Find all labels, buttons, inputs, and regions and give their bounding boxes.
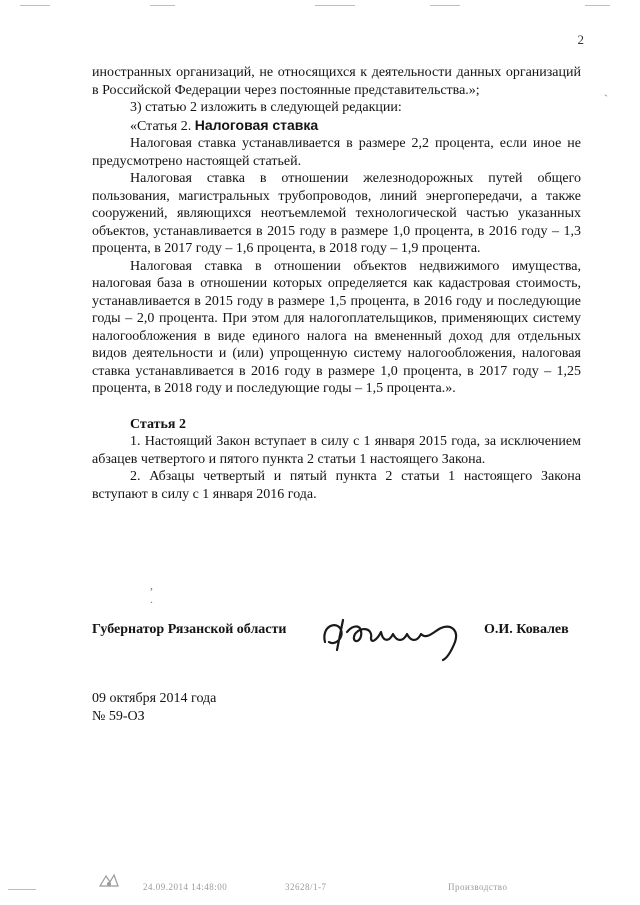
- scan-artifact-mark: .: [150, 592, 153, 606]
- footer-code: 32628/1-7: [285, 882, 327, 892]
- article-heading-prefix: «Статья 2.: [130, 118, 195, 134]
- paragraph: 2. Абзацы четвертый и пятый пункта 2 статьи 1 настоящего Закона вступают в силу с 1 января 2016 года.: [92, 469, 581, 502]
- article-heading-title: Налоговая ставка: [194, 116, 319, 133]
- page-number: 2: [577, 32, 584, 47]
- scan-artifact-line: [430, 5, 460, 6]
- scan-artifact-line: [315, 5, 355, 6]
- signature-block: [92, 612, 592, 662]
- scan-artifact-mark: ,: [150, 578, 153, 592]
- document-body: [92, 64, 581, 503]
- paragraph: 3) статью 2 изложить в следующей редакции:: [130, 100, 402, 115]
- enactment-number: № 59-ОЗ: [92, 708, 145, 724]
- handwritten-signature: [317, 612, 477, 662]
- scan-artifact-line: [20, 5, 50, 6]
- scan-artifact-mark: `: [604, 92, 608, 106]
- scan-artifact-line: [585, 5, 610, 6]
- signatory-title: Губернатор Рязанской области: [92, 622, 287, 637]
- article-heading: [92, 117, 581, 136]
- paragraph: Налоговая ставка устанавливается в размере 2,2 процента, если иное не предусмотрено настоящей статьей.: [92, 136, 581, 169]
- scan-artifact-line: [150, 5, 175, 6]
- signatory-name: О.И. Ковалев: [484, 622, 569, 637]
- registry-logo-icon: [98, 872, 120, 888]
- footer-line: [8, 889, 36, 890]
- footer-timestamp: 24.09.2014 14:48:00: [143, 882, 228, 892]
- enactment-block: [92, 690, 216, 725]
- section-title: Статья 2: [130, 416, 186, 432]
- paragraph: 1. Настоящий Закон вступает в силу с 1 января 2015 года, за исключением абзацев четвертого и пятого пункта 2 статьи 1 настоящего Закона.: [92, 434, 581, 467]
- paragraph: Налоговая ставка в отношении объектов недвижимого имущества, налоговая база в отношении которых определяется как кадастровая стоимость, устанавливается в 2015 году в размере 1,5 процента, в 2016 году и последующие годы – 2,0 процента. При этом для налогоплательщиков, применяющих систему налогообложения в виде единого налога на вмененный доход для отдельных видов деятельности и (или) упрощенную систему налогообложения, налоговая ставка устанавливается в 2016 году в размере 1,0 процента, в 2017 году – 1,25 процента, в 2018 году и последующие годы – 1,5 процента.».: [92, 258, 581, 396]
- paragraph: иностранных организаций, не относящихся к деятельности данных организаций в Российской Федерации через постоянные представительства.»;: [92, 65, 581, 98]
- footer-mark: Производство: [448, 882, 508, 892]
- enactment-date: 09 октября 2014 года: [92, 691, 217, 706]
- paragraph: Налоговая ставка в отношении железнодорожных путей общего пользования, магистральных трубопроводов, линий энергопередачи, а также сооружений, являющихся неотъемлемой технологической частью указанных объектов, устанавливается в 2015 году в размере 1,0 процента, в 2016 году – 1,3 процента, в 2017 году – 1,6 процента, в 2018 году – 1,9 процента.: [92, 171, 581, 256]
